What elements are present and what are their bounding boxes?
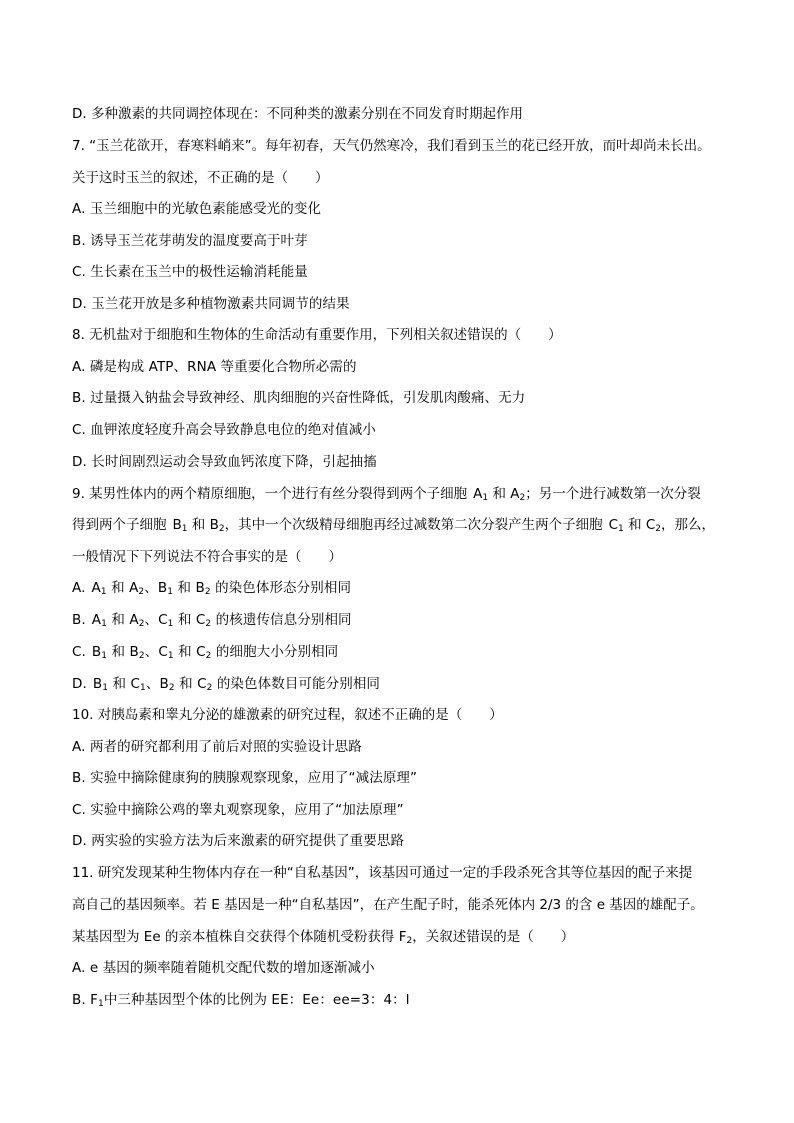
q8-option-c: C. 血钾浓度轻度升高会导致静息电位的绝对值减小: [72, 422, 376, 438]
q9-and: 和: [492, 486, 506, 502]
q9-and: 和: [111, 644, 126, 660]
q7-stem-line2: 关于这时玉兰的叙述，不正确的是（ ）: [72, 170, 329, 186]
q9-stem-line2-text-a: 得到两个子细胞: [72, 517, 167, 533]
q9-stem-line1-text-b: ；另一个进行减数第一次分裂: [525, 486, 701, 502]
q6-option-d: D. 多种激素的共同调控体现在：不同种类的激素分别在不同发育时期起作用: [72, 106, 523, 122]
q11-option-b-prefix: B. F: [72, 992, 99, 1008]
q9-option-b-text: 的核遗传信息分别相同: [215, 612, 352, 628]
q11-stem-line1: 11. 研究发现某种生物体内存在一种“自私基因”，该基因可通过一定的手段杀死含其等位基因的配子来提: [72, 865, 693, 881]
q9-option-d-text: 的染色体数目可能分别相同: [216, 676, 381, 692]
q11-stem-line3: 某基因型为 Ee 的亲本植株自交获得个体随机受粉获得 $F_2$，关叙述错误的是（ ）: [72, 929, 575, 946]
q9-option-d: D. $B_1$ 和 $C_1$、$B_2$ 和 $C_2$ 的染色体数目可能分别相同: [72, 676, 381, 693]
q11-stem-line3-text-a: 某基因型为 Ee 的亲本植株自交获得个体随机受粉获得 F: [72, 929, 407, 945]
q9-and: 和: [628, 517, 642, 533]
q8-option-b: B. 过量摄入钠盐会导致神经、肌肉细胞的兴奋性降低，引发肌肉酸痛、无力: [72, 390, 526, 406]
q11-option-a: A. e 基因的频率随着随机交配代数的增加逐渐减小: [72, 960, 375, 976]
q11-stem-line3-text-b: ，关叙述错误的是（ ）: [412, 929, 575, 945]
q9-and: 和: [177, 612, 192, 628]
q8-stem: 8. 无机盐对于细胞和生物体的生命活动有重要作用，下列相关叙述错误的（ ）: [72, 327, 562, 343]
q11-stem-line2: 高自己的基因频率。若 E 基因是一种“自私基因”，在产生配子时，能杀死体内 2/3 的含 e 基因的雄配子。: [72, 897, 704, 913]
q11-option-b-text: 中三种基因型个体的比例为 EE：Ee：ee=3：4：l: [103, 992, 410, 1008]
q11-option-b: B. $F_1$中三种基因型个体的比例为 EE：Ee：ee=3：4：l: [72, 992, 410, 1009]
q8-option-a: A. 磷是构成 ATP、RNA 等重要化合物所必需的: [72, 359, 357, 375]
q9-and: 和: [178, 644, 192, 660]
q7-option-b: B. 诱导玉兰花芽萌发的温度要高于叶芽: [72, 233, 308, 249]
q9-and: 和: [111, 612, 125, 628]
q9-stem-line2: 得到两个子细胞 $B_1$ 和 $B_2$，其中一个次级精母细胞再经过减数第二次分裂产生两个子细胞 $C_1$ 和 $C_2$，那么，: [72, 517, 716, 534]
q9-stem-line2-text-c: ，那么，: [661, 517, 716, 533]
q9-stem-line2-text-b: ，其中一个次级精母细胞再经过减数第二次分裂产生两个子细胞: [224, 517, 603, 533]
q9-option-a-text: 的染色体形态分别相同: [215, 580, 352, 596]
q10-option-b: B. 实验中摘除健康狗的胰腺观察现象，应用了“减法原理”: [72, 770, 418, 786]
q9-and: 和: [111, 580, 125, 596]
q9-stem-line1: 9. 某男性体内的两个精原细胞，一个进行有丝分裂得到两个子细胞 $A_1$ 和 $A_2$；另一个进行减数第一次分裂: [72, 486, 701, 503]
q9-option-a: A. $A_1$ 和 $A_2$、$B_1$ 和 $B_2$ 的染色体形态分别相同: [72, 580, 352, 597]
q9-stem-line3: 一般情况下下列说法不符合事实的是（ ）: [72, 549, 342, 565]
q9-and: 和: [112, 676, 127, 692]
q9-and: 和: [179, 676, 193, 692]
q7-option-c: C. 生长素在玉兰中的极性运输消耗能量: [72, 264, 308, 280]
q10-option-a: A. 两者的研究都利用了前后对照的实验设计思路: [72, 739, 362, 755]
q9-and: 和: [177, 580, 192, 596]
q10-option-d: D. 两实验的实验方法为后来激素的研究提供了重要思路: [72, 833, 405, 849]
q10-stem: 10. 对胰岛素和睾丸分泌的雄激素的研究过程，叙述不正确的是（ ）: [72, 707, 503, 723]
q7-stem-line1: 7. “玉兰花欲开，春寒料峭来”。每年初春，天气仍然寒冷，我们看到玉兰的花已经开放，而叶却尚未长出。: [72, 138, 711, 154]
q7-option-d: D. 玉兰花开放是多种植物激素共同调节的结果: [72, 296, 350, 312]
q9-and: 和: [191, 517, 206, 533]
q9-option-c: C. $B_1$ 和 $B_2$、$C_1$ 和 $C_2$ 的细胞大小分别相同: [72, 644, 339, 661]
q10-option-c: C. 实验中摘除公鸡的睾丸观察现象，应用了“加法原理”: [72, 802, 404, 818]
q8-option-d: D. 长时间剧烈运动会导致血钙浓度下降，引起抽搐: [72, 454, 377, 470]
q7-option-a: A. 玉兰细胞中的光敏色素能感受光的变化: [72, 201, 322, 217]
q9-option-c-text: 的细胞大小分别相同: [215, 644, 339, 660]
q9-stem-line1-text-a: 9. 某男性体内的两个精原细胞，一个进行有丝分裂得到两个子细胞: [72, 486, 468, 502]
q9-option-b: B. $A_1$ 和 $A_2$、$C_1$ 和 $C_2$ 的核遗传信息分别相同: [72, 612, 352, 629]
